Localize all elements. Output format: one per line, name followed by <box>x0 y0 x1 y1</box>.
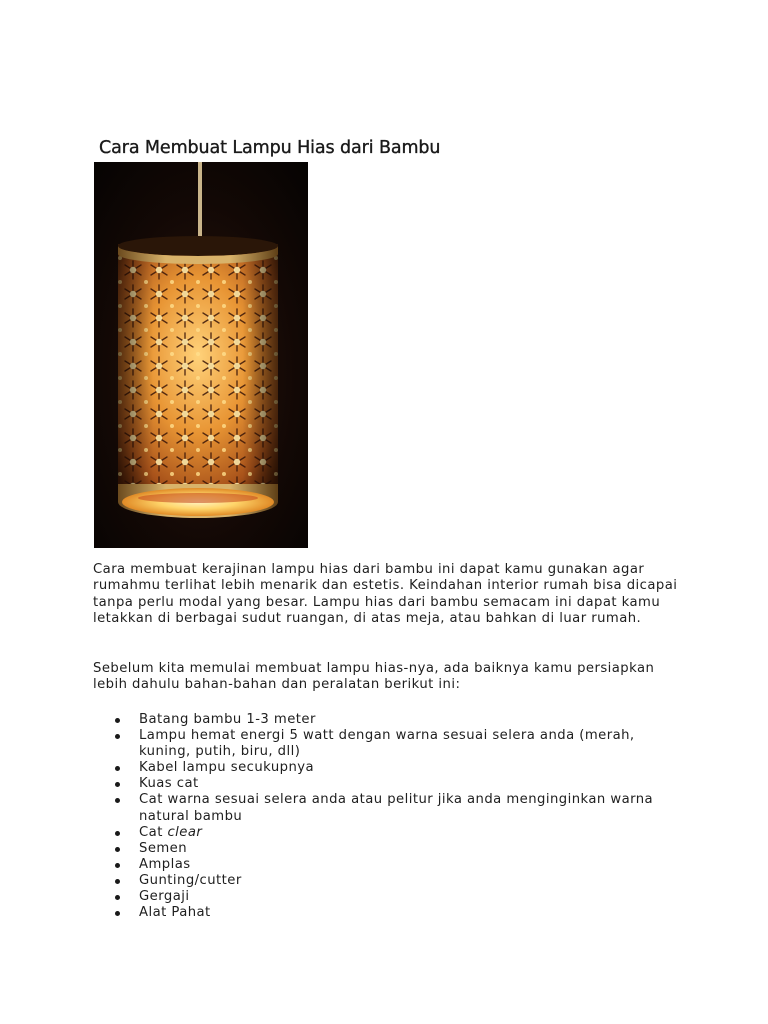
bullet-icon <box>115 831 120 836</box>
list-item-text: Alat Pahat <box>139 905 211 921</box>
list-item-text: Kabel lampu secukupnya <box>139 760 315 776</box>
list-item <box>93 873 679 889</box>
bullet-icon <box>115 798 120 803</box>
bullet-icon <box>115 911 120 916</box>
list-item-text: Lampu hemat energi 5 watt dengan warna sesuai selera anda (merah, kuning, putih, biru, dll) <box>139 728 635 760</box>
intro-paragraph: Cara membuat kerajinan lampu hias dari bambu ini dapat kamu gunakan agar rumahmu terlihat lebih menarik dan estetis. Keindahan interior rumah bisa dicapai tanpa perlu modal yang besar. Lampu hias dari bambu semacam ini dapat kamu letakkan di berbagai sudut ruangan, di atas meja, atau bahkan di luar rumah. <box>93 562 678 627</box>
list-item <box>93 792 679 824</box>
bamboo-lamp-image <box>94 162 308 548</box>
list-item-text: Semen <box>139 840 188 856</box>
list-item-emphasis: clear <box>167 824 203 840</box>
list-item-text: Kuas cat <box>139 776 199 792</box>
bullet-icon <box>115 782 120 787</box>
list-item-text: Cat warna sesuai selera anda atau pelitur jika anda menginginkan warna natural bambu <box>139 792 654 824</box>
bullet-icon <box>115 895 120 900</box>
list-item <box>93 760 679 776</box>
bullet-icon <box>115 718 120 723</box>
bullet-icon <box>115 766 120 771</box>
list-item <box>93 889 679 905</box>
list-item-text: Gunting/cutter <box>139 872 242 888</box>
page-title: Cara Membuat Lampu Hias dari Bambu <box>99 138 441 158</box>
list-item-text: Cat <box>139 824 168 840</box>
list-item-text: Batang bambu 1-3 meter <box>139 712 316 727</box>
list-item-text: Gergaji <box>139 889 190 905</box>
list-item <box>93 905 679 921</box>
bullet-icon <box>115 879 120 884</box>
materials-list <box>93 712 693 921</box>
list-item <box>93 728 679 760</box>
list-item <box>93 825 679 841</box>
list-item <box>93 776 679 792</box>
list-item <box>93 857 679 873</box>
bullet-icon <box>115 863 120 868</box>
list-item-text: Amplas <box>139 856 191 872</box>
bullet-icon <box>115 734 120 739</box>
preparation-paragraph: Sebelum kita memulai membuat lampu hias-nya, ada baiknya kamu persiapkan lebih dahulu bahan-bahan dan peralatan berikut ini: <box>93 661 655 693</box>
list-item <box>93 712 679 728</box>
list-item <box>93 841 679 857</box>
bullet-icon <box>115 847 120 852</box>
